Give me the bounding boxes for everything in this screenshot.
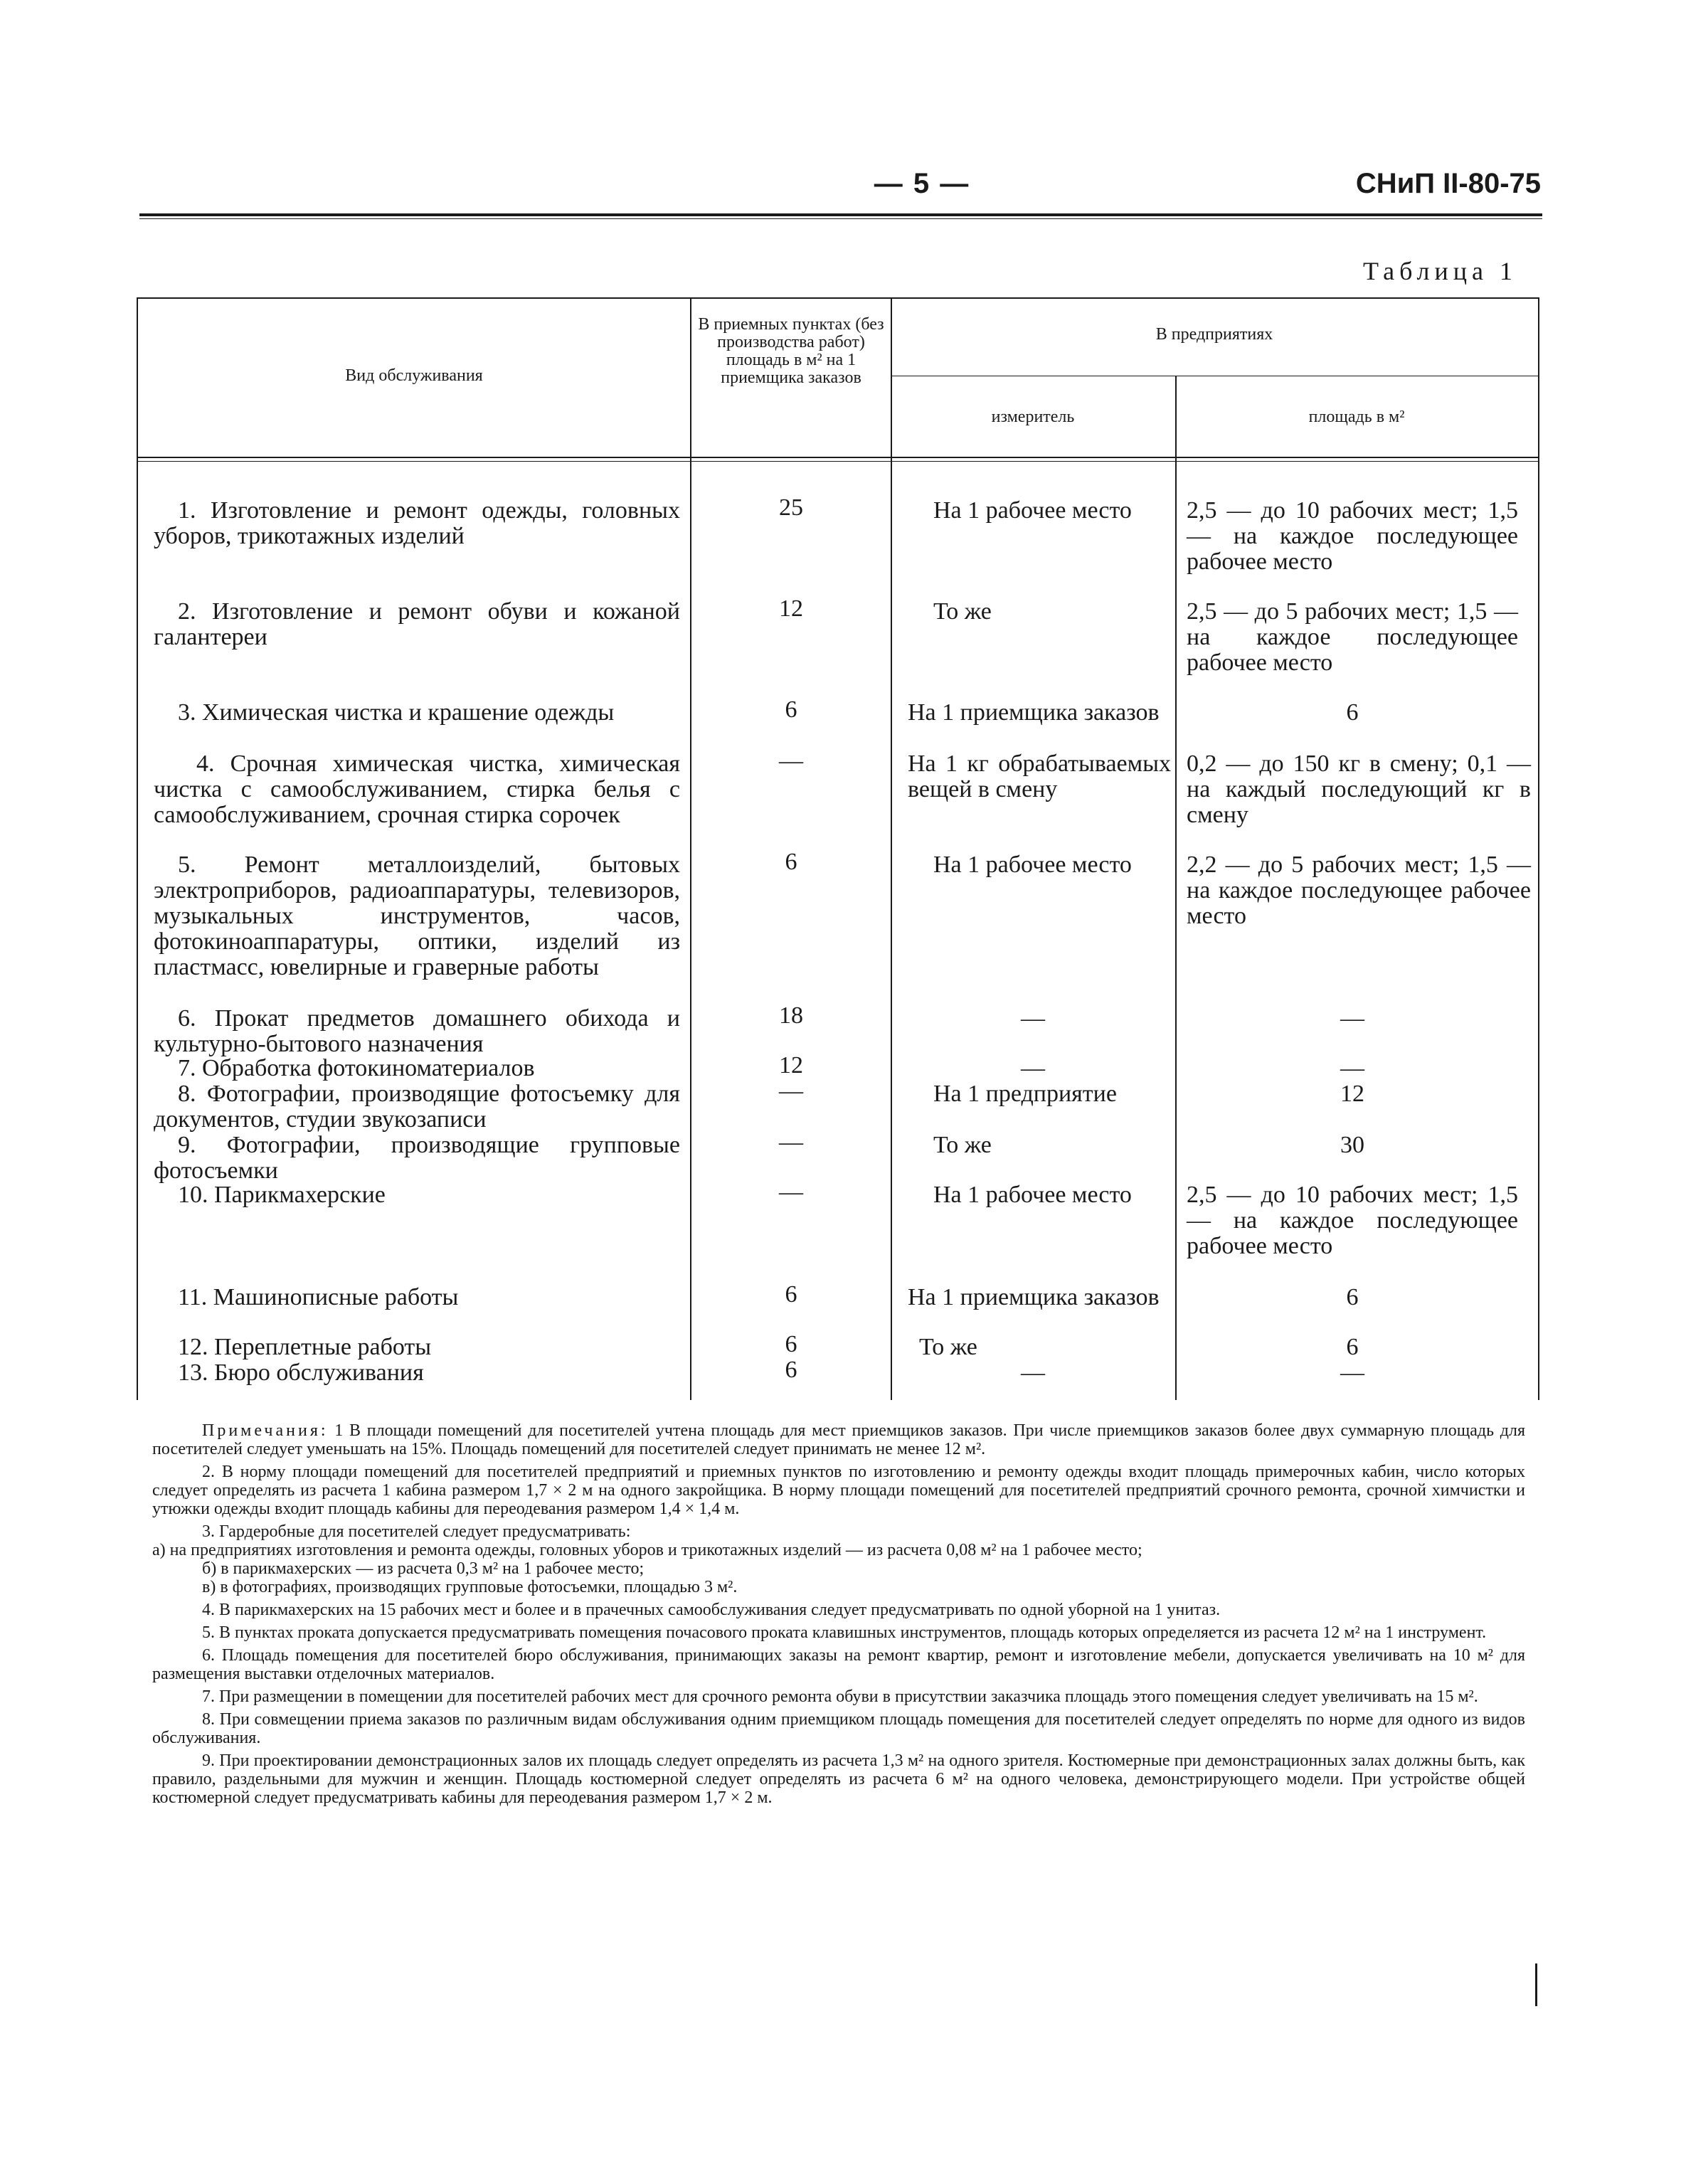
note-3: 3. Гардеробные для посетителей следует предусматривать: [202, 1522, 631, 1541]
table-row-2-reception: 12 [779, 595, 803, 622]
table-top-border [137, 297, 1539, 299]
table-row-4-reception: — [779, 748, 803, 774]
table-row-5-area: 2,2 — до 5 рабочих мест; 1,5 — на каждое последующее рабочее место [1187, 852, 1531, 929]
note-5: 5. В пунктах проката допускается предусматривать помещения почасового проката клавишных инструментов, площадь которых определяется из расчета 12 м² на 1 инструмент. [202, 1623, 1487, 1642]
table-row-10-reception: — [779, 1179, 803, 1205]
table-right-border [1538, 297, 1539, 1400]
document-code: СНиП II-80-75 [1355, 168, 1541, 199]
note-2: 2. В норму площади помещений для посетителей предприятий и приемных пунктов по изготовлению и ремонту одежды входит площадь примерочных кабин, число которых следует определять из расчета 1 кабина размером 1,7 × 2 м на одного закройщика. В норму площади помещений для посетителей предприятий срочного ремонта, срочной химчистки и утюжки одежды входит площадь кабины для переодевания размером 1,4 × 1,4 м. [152, 1463, 1525, 1518]
col-divider-2 [891, 297, 892, 1400]
table-row-1-reception: 25 [779, 494, 803, 521]
table-row-6-reception: 18 [779, 1002, 803, 1029]
table-caption: Таблица 1 [1363, 257, 1517, 285]
table-row-6-unit: — [1021, 1005, 1045, 1032]
table-row-7-unit: — [1021, 1055, 1045, 1081]
note-4: 4. В парикмахерских на 15 рабочих мест и более и в прачечных самообслуживания следует предусматривать по одной уборной на 1 унитаз. [202, 1601, 1221, 1619]
table-row-5-reception: 6 [785, 849, 797, 875]
header-reception: В приемных пунктах (без производства работ) площадь в м² на 1 приемщика заказов [698, 315, 884, 387]
header-enterprises: В предприятиях [1155, 325, 1273, 344]
col-divider-3 [1175, 376, 1177, 1400]
table-row-11-service: 11. Машинописные работы [178, 1284, 459, 1310]
table-row-4-unit: На 1 кг обрабатываемых вещей в смену [908, 751, 1171, 802]
norms-table [137, 297, 1539, 1400]
note-7: 7. При размещении в помещении для посетителей рабочих мест для срочного ремонта обуви в присутствии заказчика площадь этого помещения следует увеличивать на 15 м². [202, 1687, 1478, 1706]
table-row-4-area: 0,2 — до 150 кг в смену; 0,1 — на каждый последующий кг в смену [1187, 751, 1531, 828]
table-row-9-unit: То же [933, 1132, 992, 1158]
notes-section [152, 1421, 1525, 1811]
header-rule-thin [139, 218, 1542, 219]
table-row-13-reception: 6 [785, 1357, 797, 1383]
table-row-9-reception: — [779, 1129, 803, 1155]
table-row-8-service: 8. Фотографии, производящие фотосъемку для документов, студии звукозаписи [154, 1081, 680, 1133]
table-row-8-area: 12 [1340, 1081, 1364, 1107]
header-bottom-border-thin [137, 461, 1539, 462]
table-row-1-area: 2,5 — до 10 рабочих мест; 1,5 — на каждое последующее рабочее место [1187, 497, 1518, 575]
table-row-6-area: — [1340, 1005, 1364, 1032]
table-row-1-service: 1. Изготовление и ремонт одежды, головных уборов, трикотажных изделий [154, 497, 680, 549]
note-8: 8. При совмещении приема заказов по различным видам обслуживания одним приемщиком площадь помещения для посетителей следует определять по норме для одного из видов обслуживания. [152, 1710, 1525, 1747]
table-row-2-unit: То же [933, 598, 992, 625]
table-row-8-unit: На 1 предприятие [933, 1081, 1117, 1107]
table-row-10-area: 2,5 — до 10 рабочих мест; 1,5 — на каждое последующее рабочее место [1187, 1182, 1518, 1259]
table-row-8-reception: — [779, 1078, 803, 1104]
table-row-3-area: 6 [1346, 699, 1359, 726]
header-bottom-border [137, 457, 1539, 458]
note-3c: в) в фотографиях, производящих групповые фотосъемки, площадью 3 м². [202, 1578, 738, 1596]
note-3a: а) на предприятиях изготовления и ремонта одежды, головных уборов и трикотажных изделий — из расчета 0,08 м² на 1 рабочее место; [152, 1541, 1142, 1559]
table-row-7-reception: 12 [779, 1052, 803, 1078]
table-row-13-unit: — [1021, 1359, 1045, 1386]
table-row-9-area: 30 [1340, 1132, 1364, 1158]
margin-mark [1535, 1963, 1537, 2006]
header-rule [139, 213, 1542, 216]
note-6: 6. Площадь помещения для посетителей бюро обслуживания, принимающих заказы на ремонт квартир, ремонт и изготовление мебели, допускается увеличивать на 10 м² для размещения выставки отделочных материалов. [152, 1646, 1525, 1683]
table-row-11-reception: 6 [785, 1281, 797, 1308]
page-header [139, 168, 1541, 211]
note-3b: б) в парикмахерских — из расчета 0,3 м² на 1 рабочее место; [202, 1559, 645, 1578]
table-row-12-unit: То же [919, 1334, 977, 1360]
table-row-5-service: 5. Ремонт металлоизделий, бытовых электроприборов, радиоаппаратуры, телевизоров, музыкальных инструментов, часов, фотокиноаппаратуры, оптики, изделий из пластмасс, ювелирные и граверные работы [154, 852, 680, 980]
table-row-7-area: — [1340, 1055, 1364, 1081]
note-1: Примечания: 1 В площади помещений для посетителей учтена площадь для мест приемщиков заказов. При числе приемщиков заказов более двух суммарную площадь для посетителей следует уменьшать на 15%. Площадь помещений для посетителей следует принимать не менее 12 м². [152, 1421, 1525, 1458]
table-row-13-area: — [1340, 1359, 1364, 1386]
table-row-12-service: 12. Переплетные работы [178, 1334, 432, 1360]
table-row-11-area: 6 [1346, 1284, 1359, 1310]
table-row-3-unit: На 1 приемщика заказов [908, 699, 1160, 726]
table-row-13-service: 13. Бюро обслуживания [178, 1359, 424, 1386]
table-row-11-unit: На 1 приемщика заказов [908, 1284, 1160, 1310]
table-row-2-service: 2. Изготовление и ремонт обуви и кожаной галантереи [154, 598, 680, 650]
table-row-12-reception: 6 [785, 1331, 797, 1357]
note-9: 9. При проектировании демонстрационных залов их площадь следует определять из расчета 1,3 м² на одного зрителя. Костюмерные при демонстрационных залах должны быть, как правило, раздельными для мужчин и женщин. Площадь костюмерной следует определять из расчета 6 м² на одного человека, демонстрирующего модели. При устройстве общей костюмерной следует предусматривать кабины для переодевания размером 1,7 × 2 м. [152, 1751, 1525, 1807]
col-divider-1 [690, 297, 691, 1400]
header-area: площадь в м² [1308, 408, 1405, 426]
table-row-4-service: 4. Срочная химическая чистка, химическая чистка с самообслуживанием, стирка белья с самообслуживанием, срочная стирка сорочек [154, 751, 680, 828]
table-row-5-unit: На 1 рабочее место [933, 852, 1132, 878]
table-left-border [137, 297, 138, 1400]
table-row-6-service: 6. Прокат предметов домашнего обихода и культурно-бытового назначения [154, 1005, 680, 1057]
table-row-3-service: 3. Химическая чистка и крашение одежды [178, 699, 615, 726]
table-row-2-area: 2,5 — до 5 рабочих мест; 1,5 — на каждое последующее рабочее место [1187, 598, 1518, 676]
header-service: Вид обслуживания [345, 366, 483, 385]
table-row-10-service: 10. Парикмахерские [178, 1182, 386, 1208]
table-row-3-reception: 6 [785, 696, 797, 723]
page-number: — 5 — [874, 168, 970, 199]
notes-lead: Примечания: [202, 1421, 329, 1440]
table-row-12-area: 6 [1346, 1334, 1359, 1360]
table-row-10-unit: На 1 рабочее место [933, 1182, 1132, 1208]
header-unit: измеритель [991, 408, 1075, 426]
table-row-9-service: 9. Фотографии, производящие групповые фотосъемки [154, 1132, 680, 1184]
table-row-1-unit: На 1 рабочее место [933, 497, 1132, 524]
table-row-7-service: 7. Обработка фотокиноматериалов [178, 1055, 535, 1081]
